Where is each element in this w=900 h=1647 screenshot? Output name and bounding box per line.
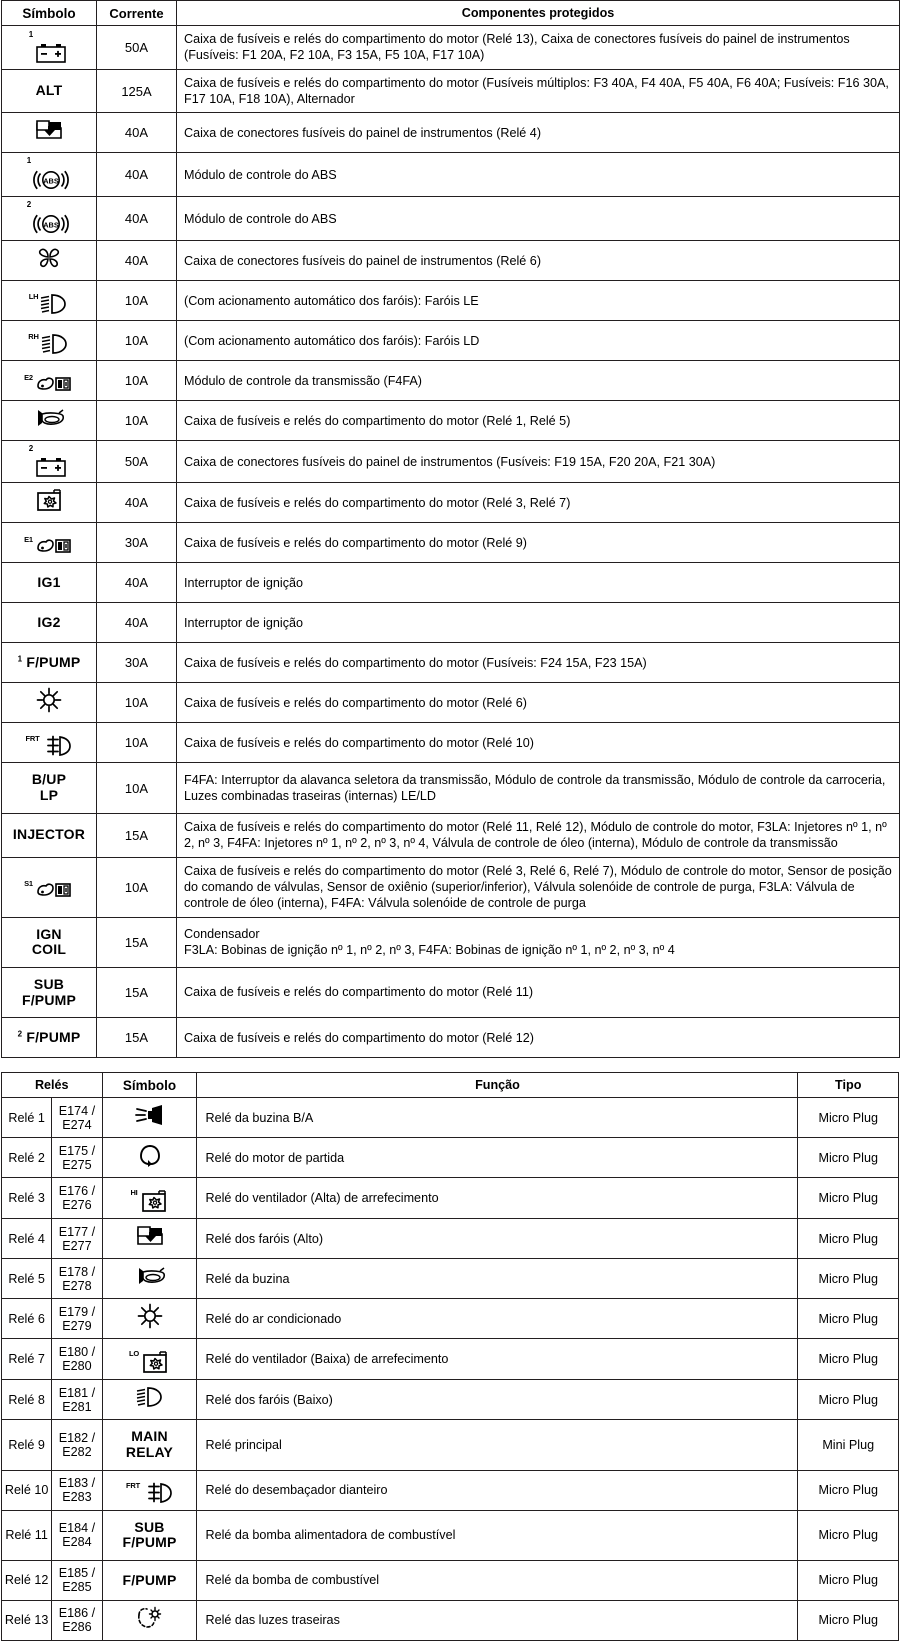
table-row: [2, 1018, 900, 1058]
fuse-current: 30A: [97, 643, 177, 683]
table-row: [2, 683, 900, 723]
fuse-current: 15A: [97, 813, 177, 857]
symbol-icon-cell: [102, 1259, 197, 1299]
fuse-current: 40A: [97, 603, 177, 643]
symbol-icon-cell: [2, 281, 97, 321]
blower-fan-icon-glyph: [34, 245, 64, 271]
fuse-current: 10A: [97, 857, 177, 917]
fuse-current: 10A: [97, 723, 177, 763]
table-row: [2, 1138, 899, 1178]
fuse-description: (Com acionamento automático dos faróis): Faróis LD: [177, 321, 900, 361]
symbol-icon-cell: [102, 1299, 197, 1339]
fuse-description: Caixa de fusíveis e relés do compartimento do motor (Relé 3, Relé 6, Relé 7), Módulo de controle do motor, Sensor de posição do comando de válvulas, Sensor de oxiênio (superior/inferior), Válvula solenóide de controle de purga, F3LA: Válvula de controle de óleo (interna), F4FA: Válvula solenóide de controle de purga: [177, 857, 900, 917]
icon-label: RH: [28, 331, 39, 341]
tail-lights-icon-glyph: [135, 1605, 165, 1631]
relay-type: Micro Plug: [798, 1299, 899, 1339]
headlight-low-beam-icon: [135, 1385, 165, 1409]
relay-function: Relé da bomba alimentadora de combustível: [197, 1510, 798, 1560]
relay-number: Relé 1: [2, 1098, 52, 1138]
fuse-description: Caixa de fusíveis e relés do compartimento do motor (Relé 11, Relé 12), Módulo de controle do motor, F3LA: Injetores nº 1, nº 2, nº 3, F4FA: Injetores nº 1, nº 2, nº 3, nº 4, Válvula de controle de óleo (interna), Módulo de controle da transmissão: [177, 813, 900, 857]
symbol-icon-cell: [2, 523, 97, 563]
table-row: [2, 153, 900, 197]
relay-function: Relé do ventilador (Alta) de arrefecimento: [197, 1178, 798, 1219]
air-conditioning-icon-glyph: [35, 687, 63, 713]
symbol-label: B/UP LP: [31, 771, 67, 804]
engine-control-module-icon-glyph: [34, 535, 74, 557]
relay-number: Relé 9: [2, 1420, 52, 1470]
headlight-low-beam-icon: [29, 292, 70, 316]
fuse-description: Caixa de fusíveis e relés do compartimento do motor (Fusíveis: F24 15A, F23 15A): [177, 643, 900, 683]
air-conditioning-icon-glyph: [136, 1303, 164, 1329]
table-row: [2, 723, 900, 763]
front-defroster-icon-glyph: [141, 1481, 173, 1505]
fuse-current: 40A: [97, 563, 177, 603]
front-defroster-icon: [126, 1481, 173, 1505]
relay-type: Micro Plug: [798, 1098, 899, 1138]
headlight-high-beam-icon-glyph: [33, 117, 65, 143]
relay-number: Relé 5: [2, 1259, 52, 1299]
symbol-icon-cell: [102, 1470, 197, 1510]
fuse-current: 40A: [97, 241, 177, 281]
relay-table-header-row: [2, 1073, 899, 1098]
symbol-text: [2, 1018, 97, 1058]
relay-code: E186 / E286: [52, 1600, 102, 1640]
relay-type: Micro Plug: [798, 1380, 899, 1420]
icon-label: LO: [128, 1349, 139, 1359]
radiator-fan-icon: [129, 1349, 170, 1375]
horn-ba-icon-glyph: [134, 1104, 166, 1126]
symbol-icon-cell: [102, 1138, 197, 1178]
fuse-description: Caixa de conectores fusíveis do painel de instrumentos (Relé 6): [177, 241, 900, 281]
relay-function: Relé da buzina B/A: [197, 1098, 798, 1138]
relay-type: Micro Plug: [798, 1560, 899, 1600]
symbol-icon-cell: [2, 153, 97, 197]
table-row: [2, 813, 900, 857]
symbol-text: [2, 763, 97, 813]
table-row: [2, 1470, 899, 1510]
symbol-icon-cell: [2, 197, 97, 241]
starter-motor-icon-glyph: [137, 1142, 163, 1168]
symbol-text: [2, 917, 97, 967]
symbol-label: IG1: [37, 574, 61, 591]
relay-function: Relé do ventilador (Baixa) de arrefecimento: [197, 1339, 798, 1380]
symbol-label: SUB F/PUMP: [122, 1518, 177, 1551]
relay-function: Relé do ar condicionado: [197, 1299, 798, 1339]
abs-icon-glyph: [32, 168, 70, 192]
relay-number: Relé 3: [2, 1178, 52, 1219]
fuse-current: 10A: [97, 361, 177, 401]
tail-lights-icon: [135, 1605, 165, 1631]
relay-function: Relé dos faróis (Alto): [197, 1219, 798, 1259]
relay-number: Relé 10: [2, 1470, 52, 1510]
table-row: [2, 1299, 899, 1339]
relay-header-type: Tipo: [798, 1073, 899, 1098]
fuse-current: 40A: [97, 197, 177, 241]
symbol-text: [2, 813, 97, 857]
symbol-icon-cell: [2, 723, 97, 763]
symbol-icon-cell: [2, 401, 97, 441]
table-row: [2, 1339, 899, 1380]
table-row: [2, 967, 900, 1017]
table-row: [2, 523, 900, 563]
table-row: [2, 197, 900, 241]
relay-code: E175 / E275: [52, 1138, 102, 1178]
relay-number: Relé 12: [2, 1560, 52, 1600]
horn-icon: [32, 407, 66, 429]
fuse-current: 15A: [97, 1018, 177, 1058]
fuse-current: 10A: [97, 763, 177, 813]
symbol-label: IGN COIL: [31, 925, 67, 958]
fuse-current: 40A: [97, 113, 177, 153]
table-row: [2, 113, 900, 153]
table-row: [2, 1600, 899, 1640]
fuse-current: 50A: [97, 26, 177, 70]
symbol-icon-cell: [2, 241, 97, 281]
table-row: [2, 281, 900, 321]
table-row: [2, 321, 900, 361]
fuse-description: Caixa de fusíveis e relés do compartimento do motor (Relé 6): [177, 683, 900, 723]
fuse-current: 10A: [97, 321, 177, 361]
table-row: [2, 1420, 899, 1470]
symbol-text: [102, 1560, 197, 1600]
relay-number: Relé 4: [2, 1219, 52, 1259]
symbol-text: [2, 967, 97, 1017]
relay-type: Micro Plug: [798, 1138, 899, 1178]
front-defroster-icon-glyph: [40, 734, 72, 758]
relay-function: Relé do desembaçador dianteiro: [197, 1470, 798, 1510]
radiator-fan-icon-glyph: [34, 487, 64, 513]
symbol-text: [2, 563, 97, 603]
symbol-superscript: 2: [17, 1029, 23, 1039]
blower-fan-icon: [34, 245, 64, 271]
headlight-low-beam-icon-glyph: [135, 1385, 165, 1409]
fuse-current: 15A: [97, 917, 177, 967]
relay-code: E176 / E276: [52, 1178, 102, 1219]
fuse-current: 10A: [97, 401, 177, 441]
table-row: [2, 1510, 899, 1560]
fuse-description: Módulo de controle da transmissão (F4FA): [177, 361, 900, 401]
table-row: [2, 1380, 899, 1420]
fuse-current: 40A: [97, 153, 177, 197]
table-row: [2, 401, 900, 441]
table-row: [2, 763, 900, 813]
table-row: [2, 1219, 899, 1259]
symbol-icon-cell: [2, 683, 97, 723]
relay-code: E174 / E274: [52, 1098, 102, 1138]
table-row: [2, 1098, 899, 1138]
headlight-low-beam-icon-glyph: [39, 292, 69, 316]
fuse-description: Caixa de fusíveis e relés do compartimento do motor (Relé 1, Relé 5): [177, 401, 900, 441]
relay-header-symbol: Símbolo: [102, 1073, 197, 1098]
symbol-icon-cell: [2, 441, 97, 483]
fuse-header-current: Corrente: [97, 1, 177, 26]
engine-control-module-icon: [24, 373, 74, 395]
relay-code: E180 / E280: [52, 1339, 102, 1380]
table-row: [2, 563, 900, 603]
fuse-description: Caixa de fusíveis e relés do compartimento do motor (Relé 12): [177, 1018, 900, 1058]
symbol-icon-cell: [2, 113, 97, 153]
symbol-label: IG2: [37, 614, 61, 631]
fuse-description: Módulo de controle do ABS: [177, 153, 900, 197]
relay-code: E185 / E285: [52, 1560, 102, 1600]
table-row: [2, 26, 900, 70]
relay-function: Relé das luzes traseiras: [197, 1600, 798, 1640]
radiator-fan-icon: [34, 487, 64, 513]
symbol-text: [2, 69, 97, 113]
table-row: [2, 643, 900, 683]
fuse-current: 125A: [97, 69, 177, 113]
symbol-icon-cell: [2, 483, 97, 523]
radiator-fan-icon-glyph: [140, 1349, 170, 1375]
symbol-label: $^2$ F/PUMP: [17, 1028, 81, 1045]
symbol-label: SUB F/PUMP: [21, 975, 77, 1008]
symbol-text: [2, 603, 97, 643]
horn-icon-glyph: [32, 407, 66, 429]
fuse-description: Caixa de fusíveis e relés do compartimento do motor (Relé 9): [177, 523, 900, 563]
relay-number: Relé 13: [2, 1600, 52, 1640]
fuse-current: 10A: [97, 281, 177, 321]
fuse-description: F4FA: Interruptor da alavanca seletora da transmissão, Módulo de controle da transmissão, Módulo de controle da carroceria, Luzes combinadas traseiras (internas) LE/LD: [177, 763, 900, 813]
icon-label: S1: [24, 879, 33, 889]
svg-text:ABS: ABS: [43, 176, 60, 186]
symbol-icon-cell: [102, 1380, 197, 1420]
table-row: [2, 917, 900, 967]
headlight-high-beam-icon: [134, 1223, 166, 1249]
symbol-label: F/PUMP: [122, 1571, 177, 1588]
symbol-icon-cell: [2, 26, 97, 70]
relay-type: Micro Plug: [798, 1259, 899, 1299]
svg-text:ABS: ABS: [43, 220, 60, 230]
table-row: [2, 1178, 899, 1219]
engine-control-module-icon-glyph: [34, 373, 74, 395]
battery-icon: 2: [30, 456, 68, 478]
symbol-icon-cell: [102, 1339, 197, 1380]
relay-header-function: Função: [197, 1073, 798, 1098]
relay-function: Relé do motor de partida: [197, 1138, 798, 1178]
air-conditioning-icon: [35, 687, 63, 713]
icon-label: E2: [24, 372, 33, 382]
symbol-icon-cell: [102, 1600, 197, 1640]
fuse-current: 50A: [97, 441, 177, 483]
table-row: [2, 483, 900, 523]
symbol-icon-cell: [2, 857, 97, 917]
symbol-label: MAIN RELAY: [125, 1428, 174, 1460]
relay-code: E182 / E282: [52, 1420, 102, 1470]
relay-number: Relé 8: [2, 1380, 52, 1420]
radiator-fan-icon-glyph: [139, 1188, 169, 1214]
relay-type: Micro Plug: [798, 1219, 899, 1259]
headlight-high-beam-icon-glyph: [134, 1223, 166, 1249]
symbol-label: $^1$ F/PUMP: [17, 654, 81, 671]
relay-code: E183 / E283: [52, 1470, 102, 1510]
table-row: [2, 857, 900, 917]
icon-label: FRT: [25, 733, 40, 743]
horn-ba-icon: [134, 1104, 166, 1126]
symbol-text: [102, 1510, 197, 1560]
relay-type: Micro Plug: [798, 1600, 899, 1640]
fuse-current: 10A: [97, 683, 177, 723]
fuse-description: Caixa de fusíveis e relés do compartimento do motor (Relé 3, Relé 7): [177, 483, 900, 523]
fuse-header-symbol: Símbolo: [2, 1, 97, 26]
engine-control-module-icon-glyph: [34, 879, 74, 901]
fuse-description: Caixa de fusíveis e relés do compartimento do motor (Fusíveis múltiplos: F3 40A, F4 40A, F5 40A, F6 40A; Fusíveis: F16 30A, F17 10A, F18 10A), Alternador: [177, 69, 900, 113]
fuse-description: Interruptor de ignição: [177, 563, 900, 603]
icon-label: HI: [130, 1188, 138, 1198]
relay-type: Micro Plug: [798, 1178, 899, 1219]
relay-number: Relé 6: [2, 1299, 52, 1339]
fuse-description: Caixa de conectores fusíveis do painel de instrumentos (Relé 4): [177, 113, 900, 153]
fuse-description: Caixa de conectores fusíveis do painel de instrumentos (Fusíveis: F19 15A, F20 20A, F21 30A): [177, 441, 900, 483]
fuse-description: Caixa de fusíveis e relés do compartimento do motor (Relé 13), Caixa de conectores fusíveis do painel de instrumentos (Fusíveis: F1 20A, F2 10A, F3 15A, F5 10A, F17 10A): [177, 26, 900, 70]
table-row: [2, 1560, 899, 1600]
fuse-current: 40A: [97, 483, 177, 523]
fuse-description: Módulo de controle do ABS: [177, 197, 900, 241]
symbol-text: [102, 1420, 197, 1470]
engine-control-module-icon: [24, 535, 74, 557]
relay-number: Relé 11: [2, 1510, 52, 1560]
fuse-description: Caixa de fusíveis e relés do compartimento do motor (Relé 11): [177, 967, 900, 1017]
relay-number: Relé 2: [2, 1138, 52, 1178]
front-defroster-icon: [26, 734, 73, 758]
table-row: [2, 241, 900, 281]
air-conditioning-icon: [136, 1303, 164, 1329]
horn-icon: [133, 1265, 167, 1287]
battery-icon: 1: [30, 42, 68, 64]
table-row: [2, 69, 900, 113]
fuse-current: 15A: [97, 967, 177, 1017]
symbol-icon-cell: [102, 1219, 197, 1259]
fuse-header-components: Componentes protegidos: [177, 1, 900, 26]
relay-type: Micro Plug: [798, 1470, 899, 1510]
relay-code: E181 / E281: [52, 1380, 102, 1420]
headlight-high-beam-icon: [33, 117, 65, 143]
table-row: [2, 441, 900, 483]
table-row: [2, 1259, 899, 1299]
symbol-icon-cell: [2, 321, 97, 361]
fuse-description: Condensador F3LA: Bobinas de ignição nº 1, nº 2, nº 3, F4FA: Bobinas de ignição nº 1, nº 2, nº 3, nº 4: [177, 917, 900, 967]
symbol-label: INJECTOR: [12, 826, 86, 843]
symbol-icon-cell: [2, 361, 97, 401]
relay-type: Mini Plug: [798, 1420, 899, 1470]
relay-function: Relé principal: [197, 1420, 798, 1470]
radiator-fan-icon: [130, 1188, 168, 1214]
headlight-low-beam-icon-glyph: [40, 332, 70, 356]
relay-number: Relé 7: [2, 1339, 52, 1380]
symbol-label: ALT: [35, 82, 63, 99]
abs-icon-glyph: [32, 212, 70, 236]
table-row: [2, 361, 900, 401]
icon-label: LH: [28, 291, 39, 301]
symbol-superscript: 1: [17, 654, 23, 664]
starter-motor-icon: [137, 1142, 163, 1168]
relay-header-relays: Relés: [2, 1073, 103, 1098]
battery-icon-glyph: [34, 456, 68, 478]
relay-type: Micro Plug: [798, 1510, 899, 1560]
abs-icon: 1 ABS: [28, 168, 70, 192]
battery-icon-glyph: [34, 42, 68, 64]
abs-icon: 2 ABS: [28, 212, 70, 236]
fuse-table: [1, 0, 900, 1058]
fuse-current: 30A: [97, 523, 177, 563]
symbol-text: [2, 643, 97, 683]
headlight-low-beam-icon: [28, 332, 69, 356]
relay-code: E178 / E278: [52, 1259, 102, 1299]
relay-code: E177 / E277: [52, 1219, 102, 1259]
relay-code: E184 / E284: [52, 1510, 102, 1560]
fuse-table-header-row: [2, 1, 900, 26]
relay-function: Relé da bomba de combustível: [197, 1560, 798, 1600]
fuse-description: Caixa de fusíveis e relés do compartimento do motor (Relé 10): [177, 723, 900, 763]
relay-type: Micro Plug: [798, 1339, 899, 1380]
horn-icon-glyph: [133, 1265, 167, 1287]
icon-label: E1: [24, 534, 33, 544]
symbol-icon-cell: [102, 1178, 197, 1219]
table-row: [2, 603, 900, 643]
fuse-description: Interruptor de ignição: [177, 603, 900, 643]
engine-control-module-icon: [24, 879, 74, 901]
fuse-description: (Com acionamento automático dos faróis): Faróis LE: [177, 281, 900, 321]
icon-label: FRT: [126, 1481, 140, 1491]
relay-code: E179 / E279: [52, 1299, 102, 1339]
relay-function: Relé da buzina: [197, 1259, 798, 1299]
relay-table: [1, 1072, 899, 1641]
relay-function: Relé dos faróis (Baixo): [197, 1380, 798, 1420]
symbol-icon-cell: [102, 1098, 197, 1138]
